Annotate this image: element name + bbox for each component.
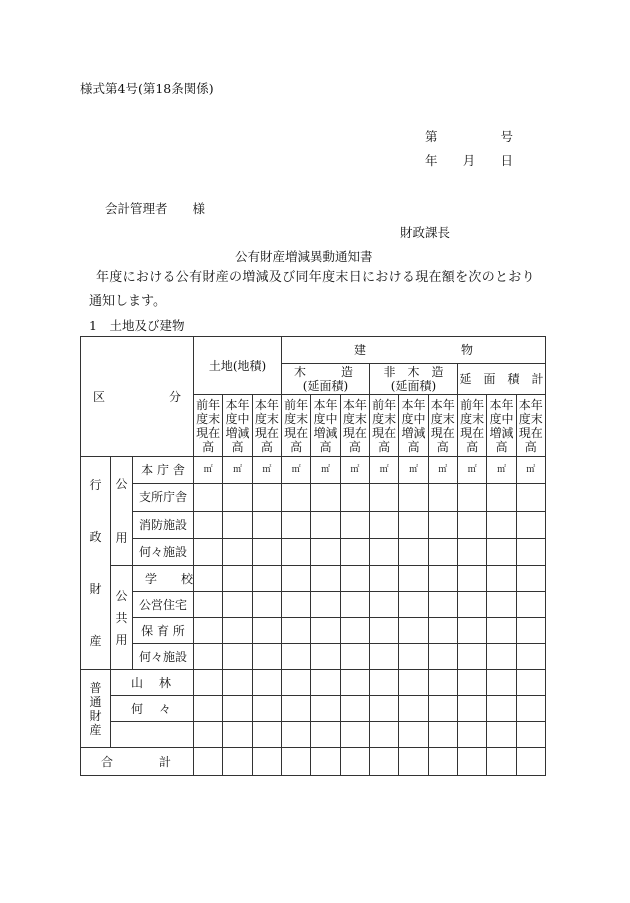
col-land-prev: 前年度末現在高 bbox=[194, 395, 223, 457]
unit-cell: ㎡ bbox=[369, 457, 398, 484]
document-title: 公有財産増減異動通知書 bbox=[235, 249, 373, 264]
row-mountain-left: 山 bbox=[131, 675, 144, 690]
col-total-change: 本年度中増減高 bbox=[487, 395, 516, 457]
col-nonwood-prev: 前年度末現在高 bbox=[369, 395, 398, 457]
header-nonwood-top: 非 木 造 bbox=[383, 365, 444, 379]
header-row-1 bbox=[81, 337, 546, 364]
general-property-label bbox=[81, 670, 111, 748]
col-wood-end: 本年度末現在高 bbox=[340, 395, 369, 457]
form-reference: 様式第4号(第18条関係) bbox=[80, 81, 214, 96]
row-label: 公営住宅 bbox=[133, 592, 194, 618]
unit-cell: ㎡ bbox=[282, 457, 311, 484]
row-label: 保 育 所 bbox=[133, 618, 194, 644]
col-land-end: 本年度末現在高 bbox=[252, 395, 281, 457]
unit-cell: ㎡ bbox=[311, 457, 340, 484]
document-date bbox=[425, 153, 513, 169]
document-date-text: 年 月 日 bbox=[425, 153, 513, 168]
table-row bbox=[81, 644, 546, 670]
public-use-text: 公用 bbox=[115, 477, 128, 545]
row-label: 消防施設 bbox=[133, 511, 194, 538]
community-use-label bbox=[111, 566, 133, 670]
row-label bbox=[133, 566, 194, 592]
table-row bbox=[81, 696, 546, 722]
unit-cell: ㎡ bbox=[487, 457, 516, 484]
row-label: 何々施設 bbox=[133, 644, 194, 670]
row-etc bbox=[111, 696, 194, 722]
col-nonwood-change: 本年度中増減高 bbox=[399, 395, 428, 457]
header-building-right: 物 bbox=[460, 343, 473, 357]
header-wood bbox=[282, 364, 370, 395]
body-line-1: 年度における公有財産の増減及び同年度末日における現在額を次のとおり bbox=[96, 270, 535, 285]
unit-cell: ㎡ bbox=[428, 457, 457, 484]
public-use-label bbox=[111, 457, 133, 566]
header-kubun-left: 区 bbox=[93, 389, 106, 404]
header-land: 土地(地積) bbox=[194, 337, 282, 395]
unit-cell: ㎡ bbox=[223, 457, 252, 484]
table-row bbox=[81, 484, 546, 511]
col-wood-change: 本年度中増減高 bbox=[311, 395, 340, 457]
row-mountain-forest bbox=[111, 670, 194, 696]
row-etc-right: 々 bbox=[158, 701, 171, 716]
unit-cell: ㎡ bbox=[457, 457, 486, 484]
unit-cell: ㎡ bbox=[399, 457, 428, 484]
unit-cell: ㎡ bbox=[252, 457, 281, 484]
admin-property-label bbox=[81, 457, 111, 670]
unit-cell: ㎡ bbox=[516, 457, 545, 484]
header-building-left: 建 bbox=[354, 343, 367, 357]
table-row bbox=[81, 457, 546, 484]
row-label: 本 庁 舎 bbox=[133, 457, 194, 484]
row-label: 何々施設 bbox=[133, 538, 194, 565]
col-total-prev: 前年度末現在高 bbox=[457, 395, 486, 457]
general-property-text: 普通財産 bbox=[89, 680, 102, 737]
sender: 財政課長 bbox=[400, 225, 451, 240]
unit-cell: ㎡ bbox=[340, 457, 369, 484]
row-etc-left: 何 bbox=[131, 701, 144, 716]
total-row bbox=[81, 748, 546, 776]
document-number-text: 第 号 bbox=[425, 129, 513, 144]
col-land-change: 本年度中増減高 bbox=[223, 395, 252, 457]
row-mountain-right: 林 bbox=[158, 675, 171, 690]
table-row bbox=[81, 722, 546, 748]
addressee: 会計管理者 様 bbox=[105, 201, 206, 216]
table-row bbox=[81, 511, 546, 538]
section-heading: 1 土地及び建物 bbox=[89, 318, 185, 333]
document-number bbox=[425, 129, 513, 145]
unit-cell: ㎡ bbox=[194, 457, 223, 484]
table-row bbox=[81, 670, 546, 696]
header-nonwood-sub: (延面積) bbox=[390, 379, 437, 393]
header-wood-left: 木 bbox=[294, 365, 307, 379]
community-use-text: 公共用 bbox=[115, 588, 128, 647]
header-wood-right: 造 bbox=[340, 365, 353, 379]
total-label bbox=[81, 748, 194, 776]
total-right: 計 bbox=[158, 754, 171, 769]
header-total-area: 延 面 積 計 bbox=[457, 364, 545, 395]
table-row bbox=[81, 566, 546, 592]
table-row bbox=[81, 592, 546, 618]
header-building bbox=[282, 337, 546, 364]
col-nonwood-end: 本年度末現在高 bbox=[428, 395, 457, 457]
property-table bbox=[80, 336, 546, 776]
header-wood-sub: (延面積) bbox=[302, 379, 349, 393]
col-total-end: 本年度末現在高 bbox=[516, 395, 545, 457]
row-label: 支所庁舎 bbox=[133, 484, 194, 511]
header-nonwood bbox=[369, 364, 457, 395]
header-kubun bbox=[81, 337, 194, 457]
body-line-2: 通知します。 bbox=[89, 294, 166, 309]
table-row bbox=[81, 538, 546, 565]
table-row bbox=[81, 618, 546, 644]
header-kubun-right: 分 bbox=[168, 389, 181, 404]
col-wood-prev: 前年度末現在高 bbox=[282, 395, 311, 457]
admin-property-text: 行政財産 bbox=[89, 478, 102, 648]
total-left: 合 bbox=[101, 754, 114, 769]
row-label: 学 校 bbox=[145, 571, 194, 586]
